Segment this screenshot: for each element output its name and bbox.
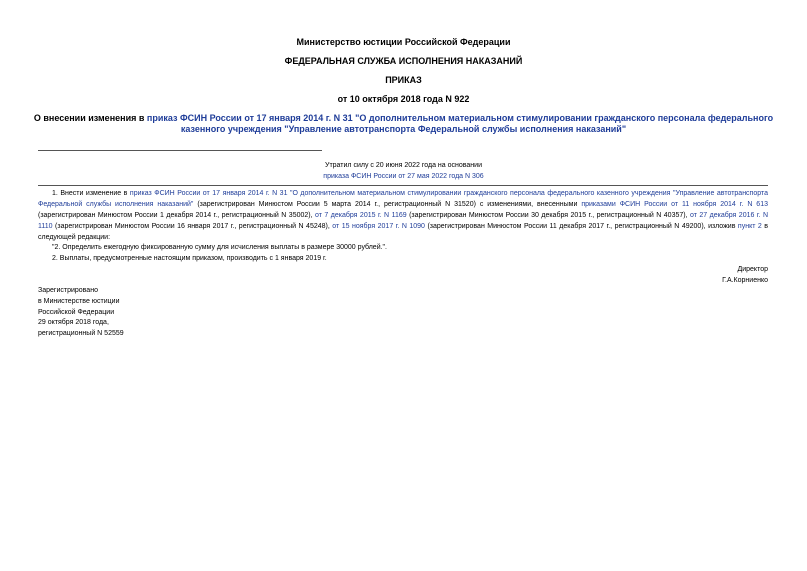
p1-text-6: (зарегистрирован Минюстом России 11 декабря 2017 г., регистрационный N 49200), изложив bbox=[424, 223, 738, 230]
signatory-name: Г.А.Корниенко bbox=[722, 277, 768, 284]
p1-amend-link-2015[interactable]: от 7 декабря 2015 г. N 1169 bbox=[315, 212, 407, 219]
paragraph-1 bbox=[38, 188, 768, 243]
p1-text-2: (зарегистрирован Минюстом России 5 марта 2014 г., регистрационный N 31520) с изменениями, внесенными bbox=[193, 201, 582, 208]
divider-short bbox=[38, 150, 322, 151]
p1-amend-link-2016[interactable]: от 27 декабря 2016 г. N 1110 bbox=[38, 212, 768, 230]
registration-line3: Российской Федерации bbox=[38, 309, 115, 316]
ministry-heading: Министерство юстиции Российской Федерации bbox=[296, 37, 511, 47]
subject-order-link[interactable]: приказ ФСИН России от 17 января 2014 г. N 31 "О дополнительном материальном стимулировании гражданского персонала федерального казенного учреждения "Управление автотранспорта Федеральной службы исполнения наказаний" bbox=[146, 113, 774, 134]
paragraph-2: 2. Выплаты, предусмотренные настоящим приказом, производить с 1 января 2019 г. bbox=[52, 255, 327, 262]
signatory-position: Директор bbox=[737, 266, 768, 273]
p1-text-4: (зарегистрирован Минюстом России 30 декабря 2015 г., регистрационный N 40357), bbox=[406, 212, 690, 219]
subject-prefix: О внесении изменения в bbox=[33, 113, 147, 123]
document-subject bbox=[30, 113, 777, 135]
registration-line5: регистрационный N 52559 bbox=[38, 330, 124, 337]
quoted-text: "2. Определить ежегодную фиксированную сумму для исчисления выплаты в размере 30000 рублей.". bbox=[52, 244, 387, 251]
p1-order-link[interactable]: приказ ФСИН России от 17 января 2014 г. N 31 "О дополнительном материальном стимулировании гражданского персонала федерального казенного учреждения "Управление автотранспорта Федеральной службы исполнения наказаний" bbox=[38, 190, 768, 208]
p1-item2-link[interactable]: пункт 2 bbox=[737, 223, 762, 230]
p1-text-3: (зарегистрирован Минюстом России 1 декабря 2014 г., регистрационный N 35002), bbox=[38, 212, 316, 219]
registration-line4: 29 октября 2018 года, bbox=[38, 319, 109, 326]
p1-text-7: в следующей редакции: bbox=[38, 223, 769, 241]
revoked-note-line2 bbox=[0, 172, 807, 182]
revoked-note-line1: Утратил силу с 20 июня 2022 года на основании bbox=[325, 162, 482, 169]
registration-line2: в Министерстве юстиции bbox=[38, 298, 120, 305]
divider-full bbox=[38, 185, 768, 186]
service-heading: ФЕДЕРАЛЬНАЯ СЛУЖБА ИСПОЛНЕНИЯ НАКАЗАНИЙ bbox=[284, 56, 523, 66]
doc-type-heading: ПРИКАЗ bbox=[385, 75, 422, 85]
p1-text-start: 1. Внести изменение в bbox=[52, 190, 130, 197]
p1-amend-link-2014[interactable]: приказами ФСИН России от 11 ноября 2014 г. N 613 bbox=[581, 201, 768, 208]
p1-text-5: (зарегистрирован Минюстом России 16 января 2017 г., регистрационный N 45248), bbox=[52, 223, 333, 230]
p1-amend-link-2017[interactable]: от 15 ноября 2017 г. N 1090 bbox=[332, 223, 425, 230]
doc-date-number: от 10 октября 2018 года N 922 bbox=[337, 94, 470, 104]
registration-line1: Зарегистрировано bbox=[38, 287, 98, 294]
revoking-order-link[interactable]: приказа ФСИН России от 27 мая 2022 года N 306 bbox=[323, 173, 484, 180]
